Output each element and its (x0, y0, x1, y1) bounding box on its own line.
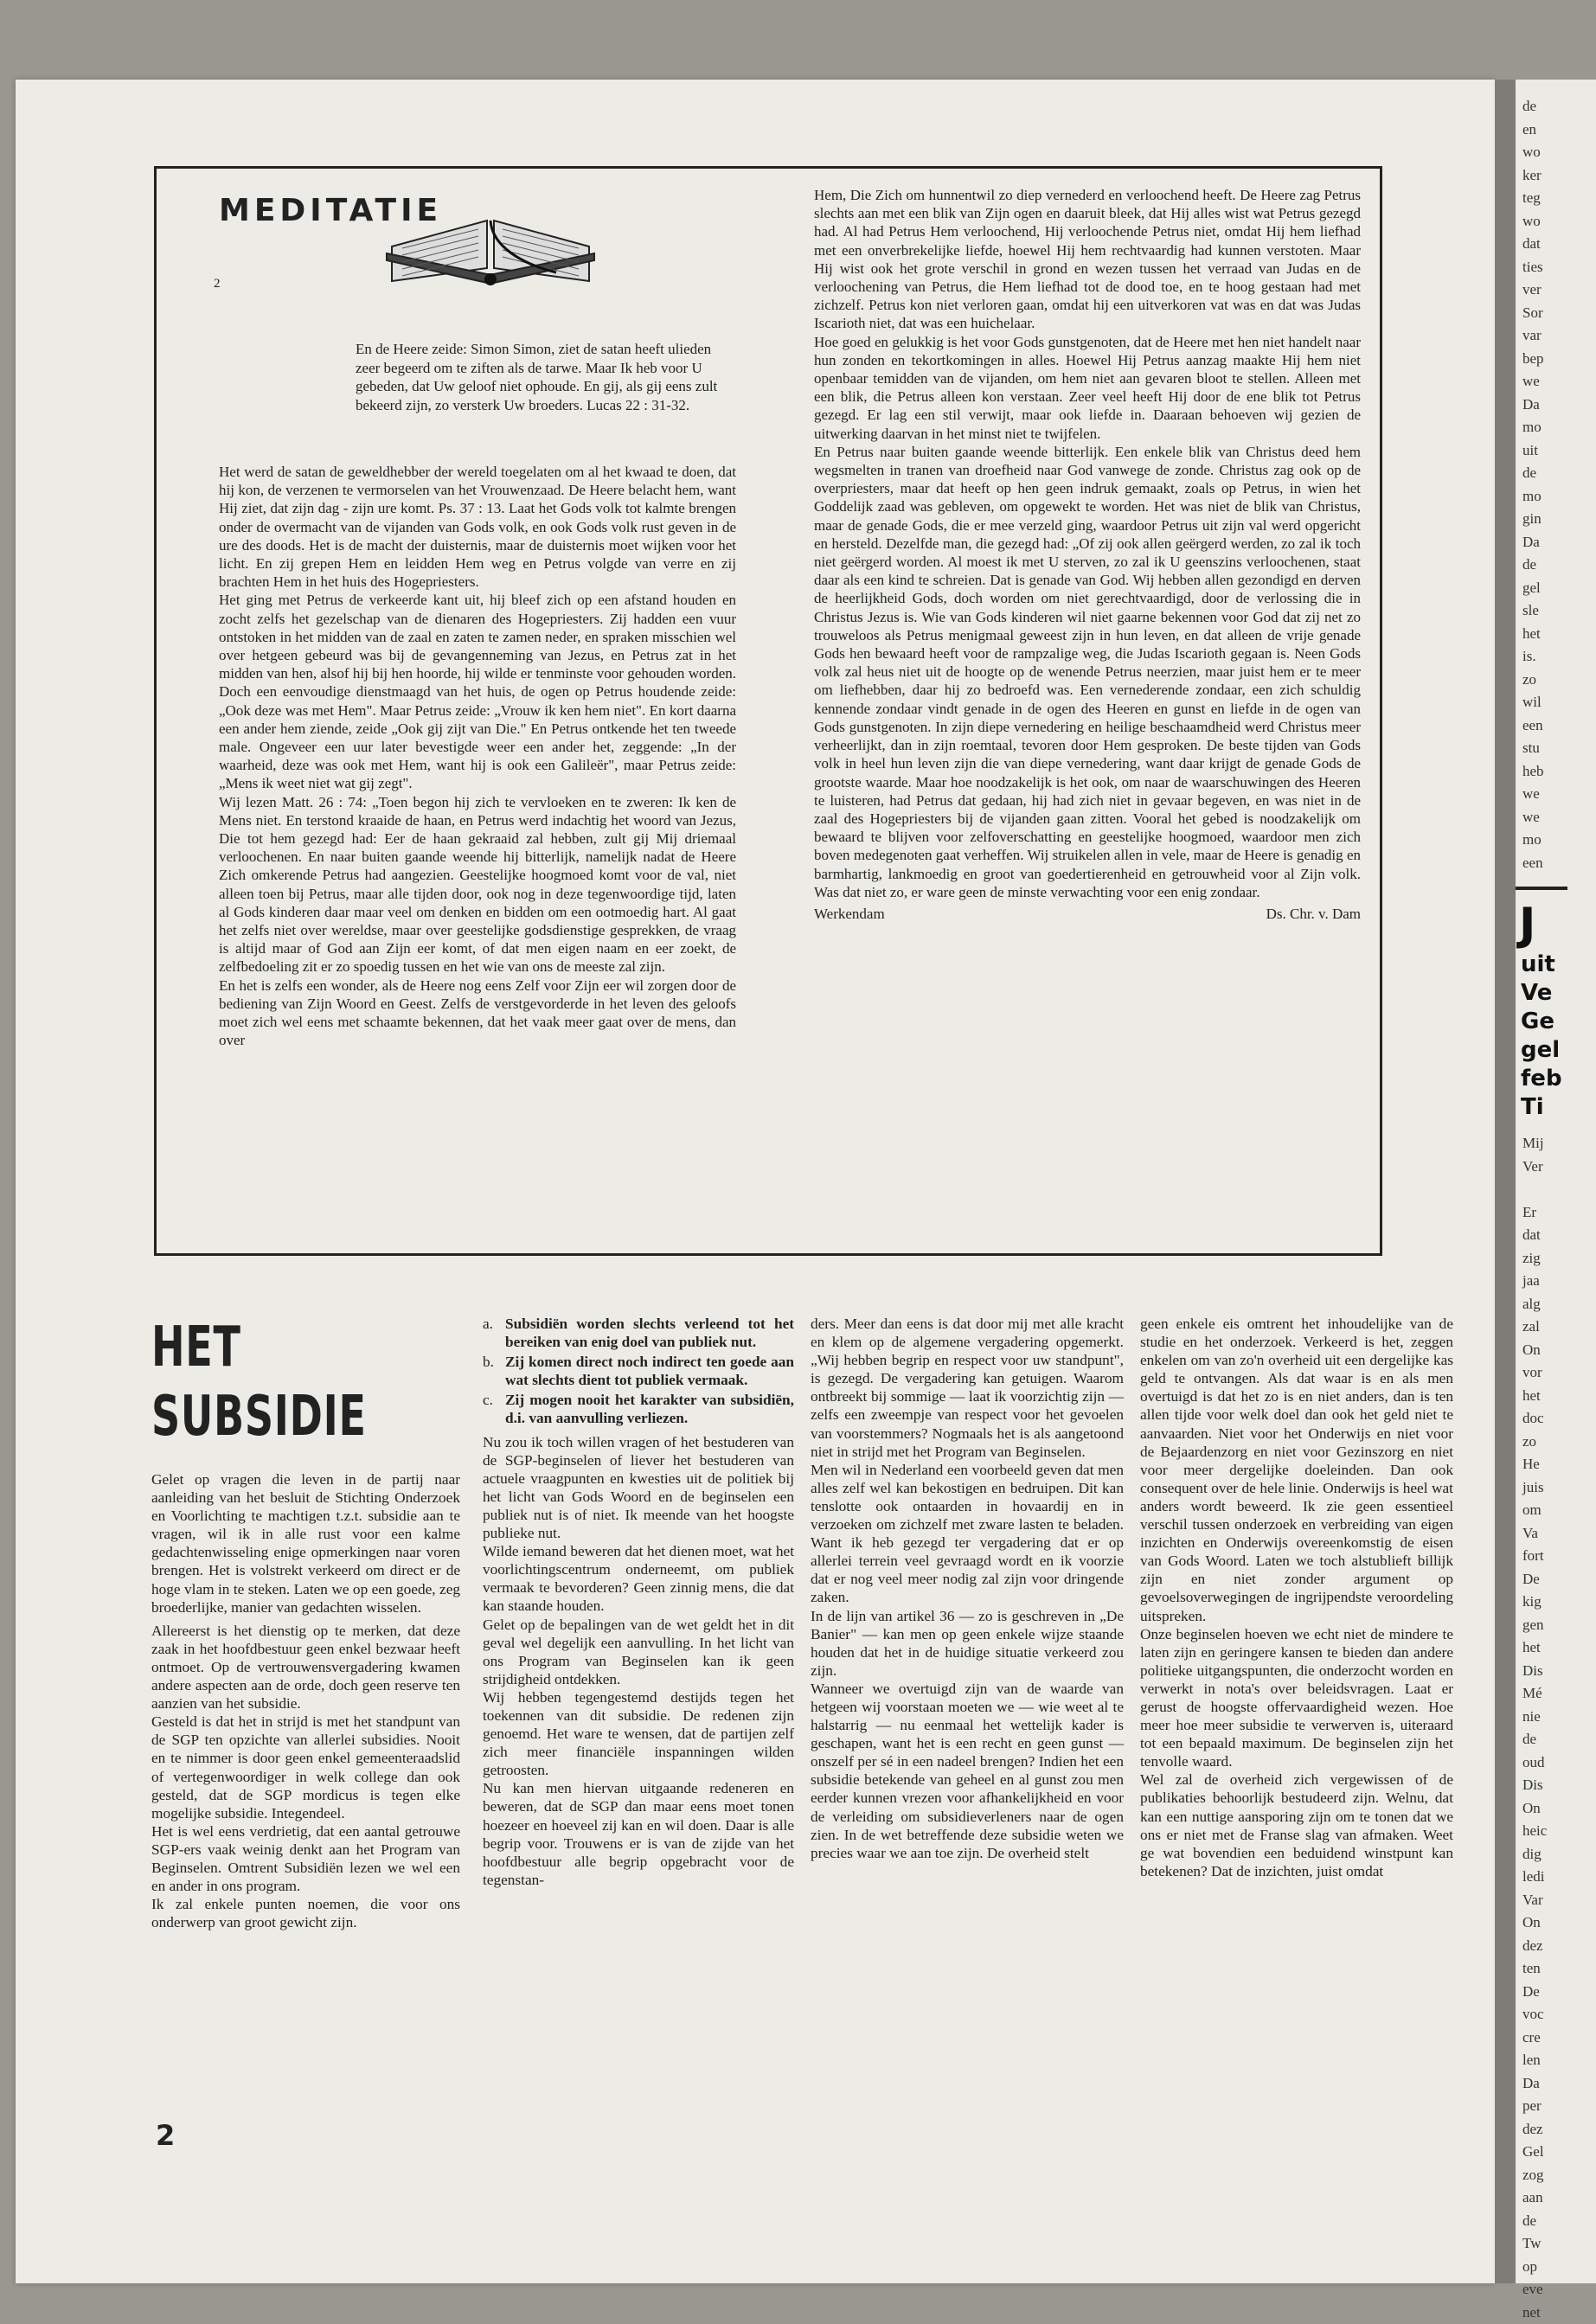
text-fragment: Ge (1516, 1008, 1596, 1036)
text-fragment: ver (1516, 278, 1596, 302)
text-fragment: het (1516, 1636, 1596, 1660)
text-fragment: per (1516, 2095, 1596, 2118)
text-fragment: Ti (1516, 1093, 1596, 1122)
text-fragment: om (1516, 1499, 1596, 1522)
text-fragment: Sor (1516, 302, 1596, 325)
text-fragment: Mé (1516, 1682, 1596, 1706)
text-fragment: vor (1516, 1361, 1596, 1385)
meditation-right-column (814, 186, 1361, 923)
page-number: 2 (156, 2119, 175, 2152)
text-fragment: oud (1516, 1751, 1596, 1775)
article-column-2 (483, 1315, 794, 1889)
text-fragment: zal (1516, 1316, 1596, 1339)
text-fragment: len (1516, 2049, 1596, 2072)
text-fragment: stu (1516, 737, 1596, 760)
open-bible-icon (383, 186, 598, 290)
text-fragment: zo (1516, 669, 1596, 692)
page-gutter (1495, 80, 1516, 2283)
text-fragment: On (1516, 1797, 1596, 1821)
text-fragment: fort (1516, 1545, 1596, 1568)
text-fragment: mo (1516, 829, 1596, 852)
text-fragment: Er (1516, 1201, 1596, 1225)
text-fragment: ties (1516, 256, 1596, 279)
paragraph: Gesteld is dat het in strijd is met het standpunt van de SGP ten opzichte van allerlei subsidies. Nooit en te nimmer is door geen enkel gemeenteraadslid of vertegenwoordiger in welk college dan ook gesteld, dat de SGP mordicus is tegen elke mogelijke subsidie. Integendeel. (151, 1713, 460, 1822)
text-fragment: dat (1516, 233, 1596, 256)
list-text: Subsidiën worden slechts verleend tot het bereiken van enig doel van publiek nut. (505, 1315, 794, 1351)
text-fragment: zig (1516, 1247, 1596, 1271)
text-fragment: zo (1516, 1431, 1596, 1454)
text-fragment: wil (1516, 691, 1596, 714)
text-fragment: mo (1516, 485, 1596, 509)
text-fragment: mo (1516, 416, 1596, 439)
list-label: c. (483, 1391, 505, 1427)
text-fragment: gen (1516, 1614, 1596, 1637)
text-fragment: He (1516, 1453, 1596, 1476)
text-fragment: Va (1516, 1522, 1596, 1546)
text-fragment: net (1516, 2302, 1596, 2324)
list-item (483, 1391, 794, 1427)
list-text: Zij mogen nooit het karakter van subsidiën, d.i. van aanvulling verliezen. (505, 1391, 794, 1427)
text-fragment: uit (1516, 439, 1596, 463)
text-fragment: dig (1516, 1843, 1596, 1866)
paragraph: Allereerst is het dienstig op te merken, dat deze zaak in het hoofdbestuur geen enkel bezwaar heeft ontmoet. Op de vertrouwensvergadering kwamen andere aspecten aan de orde, doch geen reserve ten aanzien van het subsidie. (151, 1622, 460, 1713)
text-fragment: gel (1516, 1036, 1596, 1065)
meditation-title: MEDITATIE (219, 193, 442, 228)
paragraph: Men wil in Nederland een voorbeeld geven dat men alles zelf wel kan bekostigen en bedruipen. Dit kan tenslotte ook ontaarden in hovaardij en in verzoeken om zichzelf met zware lasten te beladen. Want ik heb gezegd ter vergadering dat er op allerlei terrein veel gevraagd wordt en ik voorzie dat er nog veel meer nodig zal zijn voor dringende zaken. (811, 1461, 1124, 1607)
article-title-line: SUBSIDIE (151, 1382, 367, 1451)
place: Werkendam (814, 905, 885, 923)
text-fragment: een (1516, 852, 1596, 875)
text-fragment: het (1516, 623, 1596, 646)
text-fragment: alg (1516, 1293, 1596, 1316)
list-item (483, 1353, 794, 1389)
text-fragment: De (1516, 1568, 1596, 1591)
paragraph: Wel zal de overheid zich vergewissen of de publikaties behoorlijk bestudeerd zijn. Welnu, dat kan een nuttige aansporing zijn om te tonen dat we ons er niet met de Franse slag van afmaken. Weet ge wat bovendien een beduidend winstpunt kan betekenen? Dat de inzichten, juist omdat (1140, 1770, 1453, 1880)
paragraph: Wij hebben tegengestemd destijds tegen het toekennen van dit subsidie. De redenen zijn genoemd. Het ware te wensen, dat de partijen zelf zich meer financiële inspanningen wilden getroosten. (483, 1688, 794, 1779)
text-fragment: Da (1516, 2072, 1596, 2096)
text-fragment: we (1516, 806, 1596, 829)
text-fragment: teg (1516, 187, 1596, 210)
text-fragment: Ve (1516, 979, 1596, 1008)
adjacent-page-big-letter: J (1516, 899, 1596, 951)
text-fragment: het (1516, 1385, 1596, 1408)
text-fragment: gel (1516, 577, 1596, 600)
paragraph: Hoe goed en gelukkig is het voor Gods gunstgenoten, dat de Heere met hen niet handelt naar hun zonden en tekortkomingen in alles. Hoewel Hij Petrus aanzag maakte Hij hem niet openbaar temidden van de vijanden, om hem niet aan gevaren bloot te stellen. Alleen met een blik, die Petrus alleen kon verstaan. Zeer veel heeft Hij door de ene blik tot Petrus gezegd. Er lag een stil verwijt, maar ook liefde in. Daaraan behoeven wij gezien de uitwerking daarvan in het minst niet te twijfelen. (814, 333, 1361, 443)
meditation-box (154, 166, 1382, 1256)
text-fragment: de (1516, 2210, 1596, 2233)
paragraph: Nu zou ik toch willen vragen of het bestuderen van de SGP-beginselen of liever het bestuderen van actuele vraagpunten en kwesties uit de politiek bij het licht van Gods Woord en de beginselen een publiek nut is of niet. Ik meende van het hoogste publieke nut. (483, 1433, 794, 1543)
text-fragment: ker (1516, 164, 1596, 188)
text-fragment: Ver (1516, 1156, 1596, 1179)
text-fragment: de (1516, 554, 1596, 577)
text-fragment: heb (1516, 760, 1596, 784)
text-fragment: Da (1516, 394, 1596, 417)
text-fragment: we (1516, 370, 1596, 394)
paragraph: En Petrus naar buiten gaande weende bitterlijk. Een enkele blik van Christus deed hem wegsmelten in tranen van droefheid naar God vanwege de zonde. Christus zag ook op de overpriesters, maar dat heeft op hen geen indruk gemaakt, zoals op Petrus, in wien het Goddelijk zaad was gebleven, om opgewekt te worden. Het was niet de blik van Christus, maar de genade Gods, die er mee verzeld ging, waardoor Petrus uit zijn val werd opgericht en hersteld. Dezelfde man, die gezegd had: „Of zij ook allen geërgerd werden, zo zal ik toch niet geërgerd worden. Al moest ik met U sterven, zo zal ik U geenszins verloochenen, staat daar als een kind te schreien. Dat is genade van God. Wij hebben allen gezondigd en derven de heerlijkheid Gods, doch worden om niet gerechtvaardigd, door de verlossing die in Christus Jezus is. Wie van Gods kinderen wil niet gaarne bekennen voor God dat zij net zo trouweloos als Petrus menigmaal geweest zijn in hun leven, en dat alleen de vrije genade Gods hen bewaard heeft voor de rampzalige weg, die Judas Iscarioth gegaan is. Neen Gods volk zal heus niet uit de hoogte op de wenende Petrus neerzien, maar juist hem er te meer om liefhebben, daar hij zo bedroefd was. Een vernederende zondaar, een zich schuldig kennende zondaar vindt genade in de ogen des Heeren en gunst en liefde in de ogen van Gods gunstgenoten. In zijn diepe vernedering en heilige beschaamdheid werd Christus meer verheerlijkt, dan in zijn roemtaal, tevoren door Hem gesproken. De beste tijden van Gods volk in heel hun leven zijn die van diepe vernedering, want daar krijgt de genade Gods de grootste waarde. Maar hoe noodzakelijk is het ook, om naar de waarschuwingen des Heeren te luisteren, had Petrus dat gedaan, hij had zich niet in gevaar begeven, en was niet in de zaal des Hogepriesters bij de vijanden gaan zitten. Vooral het gebed is noodzakelijk om bewaard te blijven voor zelfoverschatting en geestelijke hoogmoed, waardoor men zich boven medegenoten gaat verheffen. Wij struikelen allen in vele, maar de Heere is genadig en barmhartig, lankmoedig en groot van goedertierenheid en getrouwheid voor al Zijn volk. Was dat niet zo, er ware geen de minste verwachting voor een enig zondaar. (814, 443, 1361, 901)
article-column-4 (1140, 1315, 1453, 1880)
adjacent-page-strip (1516, 80, 1596, 2283)
text-fragment: Dis (1516, 1774, 1596, 1797)
text-fragment: we (1516, 783, 1596, 806)
paragraph: In de lijn van artikel 36 — zo is geschreven in „De Banier" — kan men op geen enkele wijze staande houden dat het in de huidige situatie verkeerd zou zijn. (811, 1607, 1124, 1680)
paragraph: Gelet op de bepalingen van de wet geldt het in dit geval wel degelijk een aanvulling. In het licht van ons Program van Beginselen kan ik geen strijdigheid ontdekken. (483, 1616, 794, 1688)
text-fragment: wo (1516, 210, 1596, 234)
adjacent-page-bottom-text (1516, 1132, 1596, 2324)
adjacent-page-headline (1516, 951, 1596, 1122)
list-item (483, 1315, 794, 1351)
text-fragment: voc (1516, 2003, 1596, 2026)
text-fragment: On (1516, 1911, 1596, 1935)
meditation-number: 2 (214, 277, 221, 291)
text-fragment: zog (1516, 2164, 1596, 2187)
text-fragment: Tw (1516, 2232, 1596, 2256)
text-fragment: feb (1516, 1065, 1596, 1093)
text-fragment: var (1516, 324, 1596, 348)
article-column-3 (811, 1315, 1124, 1862)
text-fragment: Da (1516, 531, 1596, 554)
text-fragment: eve (1516, 2278, 1596, 2302)
paragraph: Wij lezen Matt. 26 : 74: „Toen begon hij zich te vervloeken en te zweren: Ik ken de Mens niet. En terstond kraaide de haan, en Petrus werd indachtig het woord van Jezus, Die tot hem gezegd had: Eer de haan gekraaid zal hebben, zult gij Mij driemaal verloochenen. En naar buiten gaande weende hij bitterlijk, namelijk nadat de Heere Zich omkerende Petrus had aangezien. Geestelijke hoogmoed komt voor de val, niet alleen toen bij Petrus, maar alle tijden door, ook nog in deze tegenwoordige tijd, laten al Gods kinderen daar maar veel om denken en bidden om een ootmoedig hart. Al gaat het zelfs niet over wereldse, maar over geestelijke godsdienstige gesprekken, de vraag is altijd maar of God aan Zijn eer komt, of dat men eigen naam en eer zoekt, de zelfbedoeling zit er zo spoedig tussen en het wie van ons de meeste zal zijn. (219, 793, 736, 976)
text-fragment: ledi (1516, 1866, 1596, 1889)
paragraph: Nu kan men hiervan uitgaande redeneren en beweren, dat de SGP dan maar eens moet tonen hoezeer en hoeveel zij kan en wil doen. Daar is alle begrip voor. Trouwens er is van de zijde van het hoofdbestuur alle begrip opgebracht voor de tegenstan- (483, 1779, 794, 1889)
text-fragment: Gel (1516, 2141, 1596, 2164)
text-fragment: nie (1516, 1706, 1596, 1729)
text-fragment: On (1516, 1339, 1596, 1362)
text-fragment: cre (1516, 2026, 1596, 2050)
text-fragment: een (1516, 714, 1596, 738)
text-fragment (1516, 1178, 1596, 1201)
article-title-line: HET (151, 1313, 367, 1382)
text-fragment: Var (1516, 1889, 1596, 1912)
text-fragment: doc (1516, 1407, 1596, 1431)
paragraph: ders. Meer dan eens is dat door mij met alle kracht en klem op de algemene vergadering opgemerkt. „Wij hebben begrip en respect voor uw standpunt", is gezegd. De vergadering kan getuigen. Waarom ontbreekt bij sommige — laat ik voorzichtig zijn — zelfs een zweempje van respect voor het gevoelen van voorstemmers? Nogmaals het is als aangetoond niet in strijd met het Program van Beginselen. (811, 1315, 1124, 1461)
paragraph: Onze beginselen hoeven we echt niet de mindere te laten zijn en geringere kansen te bieden dan andere politieke uitgangspunten, die onderzocht worden en verwerkt in nota's over beleidsvragen. Laat er gerust de hoogste offervaardigheid wezen. Hoe meer hoe meer subsidie te verwerven is, uiteraard tot een bepaald maximum. De beginselen zijn het tenvolle waard. (1140, 1625, 1453, 1771)
text-fragment: de (1516, 462, 1596, 485)
paragraph: Wilde iemand beweren dat het dienen moet, wat het voorlichtingscentrum onderneemt, om publiek vermaak te bevorderen? Geen zinnig mens, die dat kan staande houden. (483, 1542, 794, 1615)
text-fragment: jaa (1516, 1270, 1596, 1293)
list-text: Zij komen direct noch indirect ten goede aan wat slechts dient tot publiek vermaak. (505, 1353, 794, 1389)
text-fragment: ten (1516, 1957, 1596, 1981)
paragraph: En het is zelfs een wonder, als de Heere nog eens Zelf voor Zijn eer wil zorgen door de bediening van Zijn Woord en Geest. Zelfs de verstgevorderde in het leven des geloofs moet zich wel eens met schaamte bekennen, dat het vaak meer gaat over de mens, dan over (219, 976, 736, 1050)
text-fragment: de (1516, 95, 1596, 118)
meditation-left-column (219, 463, 736, 1050)
text-fragment: dez (1516, 2118, 1596, 2142)
text-fragment: gin (1516, 508, 1596, 531)
text-fragment: heic (1516, 1820, 1596, 1843)
list-label: a. (483, 1315, 505, 1351)
adjacent-page-rule (1516, 887, 1567, 890)
text-fragment: kig (1516, 1591, 1596, 1614)
text-fragment: Dis (1516, 1660, 1596, 1683)
text-fragment: dat (1516, 1224, 1596, 1247)
text-fragment: bep (1516, 348, 1596, 371)
text-fragment: Mij (1516, 1132, 1596, 1156)
paragraph: Hem, Die Zich om hunnentwil zo diep vernederd en verloochend heeft. De Heere zag Petrus slechts aan met een blik van Zijn ogen en daaruit bleek, dat Hij alles wist wat Petrus gezegd had. Al had Petrus Hem verloochend, Hij verloochende Petrus niet, omdat Hij hem liefhad met een onverbrekelijke liefde, hoewel Hij hem rechtvaardig had kunnen verstoten. Maar Hij wist ook het grote verschil in grond en wezen tussen het verraad van Judas en de verloochening van Petrus, die Hem liefhad tot de dood toe, en te hoog gestaan had met zichzelf. Petrus kon niet verloren gaan, omdat hij een uitverkoren vat was en dat was Judas Iscarioth niet, dat was een huichelaar. (814, 186, 1361, 333)
adjacent-page-top-text (1516, 80, 1596, 874)
text-fragment: dez (1516, 1935, 1596, 1958)
paragraph: Het ging met Petrus de verkeerde kant uit, hij bleef zich op een afstand houden en zocht zelfs het gezelschap van de dienaren des Hogepriesters. Zij hadden een vuur ontstoken in het midden van de zaal en zaten te zamen neder, en spraken misschien wel over hetgeen gebeurd was bij de gevangenneming van Jezus, en Petrus zat in het midden van hen, alsof hij bij hen hoorde, hij wilde er tenminste voor gehouden worden. Doch een eenvoudige dienstmaagd van het huis, de ogen op Petrus houdende zeide: „Ook deze was met Hem". Maar Petrus zeide: „Vrouw ik ken hem niet". En kort daarna een ander hem ziende, zeide „Ook gij zijt van Die." En Petrus ontkende het ten tweede male. Ongeveer een uur later bevestigde weer een ander het, zeggende: „In der waarheid, deze was ook met Hem, want hij is ook een Galileër", maar Petrus zeide: „Mens ik weet niet wat gij zegt". (219, 591, 736, 792)
article-title (151, 1313, 367, 1451)
article-column-1 (151, 1470, 460, 1931)
text-fragment: sle (1516, 599, 1596, 623)
paragraph: Gelet op vragen die leven in de partij naar aanleiding van het besluit de Stichting Onderzoek en Voorlichting te machtigen t.z.t. subsidie aan te vragen, wil ik in alle rust voor een kalme gedachtenwisseling enige opmerkingen naar voren brengen. Het is volstrekt verkeerd om direct er de hoge vlam in te steken. Laten we op een goede, zeg broederlijke, manier van gedachten wisselen. (151, 1470, 460, 1617)
scripture-quote: En de Heere zeide: Simon Simon, ziet de satan heeft ulieden zeer begeerd om te ziften als de tarwe. Maar Ik heb voor U gebeden, dat Uw geloof niet ophoude. En gij, als gij eens zult bekeerd zijn, zo versterk Uw broeders. Lucas 22 : 31-32. (356, 340, 736, 414)
author: Ds. Chr. v. Dam (1266, 905, 1361, 923)
paragraph: geen enkele eis omtrent het inhoudelijke van de studie en het onderzoek. Verkeerd is het, zeggen enkelen om van zo'n overheid uit een dergelijke kas geld te ontvangen. Als dat waar is en als men overtuigd is dat het zo is en niet anders, dan is ten allen tijde voor welk doel dan ook het geld niet te aanvaarden. Niet voor het Onderwijs en niet voor de Bejaardenzorg en niet voor Gezinszorg en niet voor meer dergelijke doeleinden. Dan ook consequent over de hele linie. Onderwijs is heel wat anders wordt beweerd. Ik zie geen essentieel verschil tussen onderzoek en verbreiding van eigen inzichten en Onderwijs overeenkomstig de eisen van Gods Woord. Laten we toch alstublieft billijk zijn en niet zonder argument op gevoelsoverwegingen de ingrijpendste veroordeling uitspreken. (1140, 1315, 1453, 1625)
text-fragment: uit (1516, 951, 1596, 979)
text-fragment: en (1516, 118, 1596, 142)
text-fragment: De (1516, 1981, 1596, 2004)
list-label: b. (483, 1353, 505, 1389)
text-fragment: de (1516, 1728, 1596, 1751)
paragraph: Wanneer we overtuigd zijn van de waarde van hetgeen wij voorstaan moeten we — wie weet al te halstarrig — nu eenmaal het wettelijk kader is geschapen, want het is een recht en geen gunst — onszelf per sé in een nadeel brengen? Indien het een subsidie betekende van geheel en al gunst zou men eerder kunnen vrezen voor afhankelijkheid en voor de verleiding om subsidieverleners naar de ogen zien. In de wet betreffende deze subsidie weten we precies waar we aan toe zijn. De overheid stelt (811, 1680, 1124, 1862)
text-fragment: juis (1516, 1476, 1596, 1500)
text-fragment: wo (1516, 141, 1596, 164)
text-fragment: is. (1516, 645, 1596, 669)
paragraph: Ik zal enkele punten noemen, die voor ons onderwerp van groot gewicht zijn. (151, 1895, 460, 1931)
text-fragment: op (1516, 2256, 1596, 2279)
program-list (483, 1315, 794, 1428)
paragraph: Het is wel eens verdrietig, dat een aantal getrouwe SGP-ers vaak weinig denkt aan het Program van Beginselen. Omtrent Subsidiën lezen we wel een en ander in ons program. (151, 1822, 460, 1895)
paragraph: Het werd de satan de geweldhebber der wereld toegelaten om al het kwaad te doen, dat hij kon, de verzenen te vermorselen van het Vrouwenzaad. De Heere belacht hem, want Hij ziet, dat zijn dag - zijn ure komt. Ps. 37 : 13. Laat het Gods volk tot kalmte brengen onder de overmacht van de vijanden van Gods volk, en ook Gods volk rust geven in de ure des doods. Het is de macht der duisternis, maar de duisternis moet wijken voor het licht. En zij grepen Hem en leidden Hem weg en Petrus volgde van verre en zij brachten Hem in het huis des Hogepriesters. (219, 463, 736, 591)
meditation-signature (814, 905, 1361, 923)
text-fragment: aan (1516, 2186, 1596, 2210)
